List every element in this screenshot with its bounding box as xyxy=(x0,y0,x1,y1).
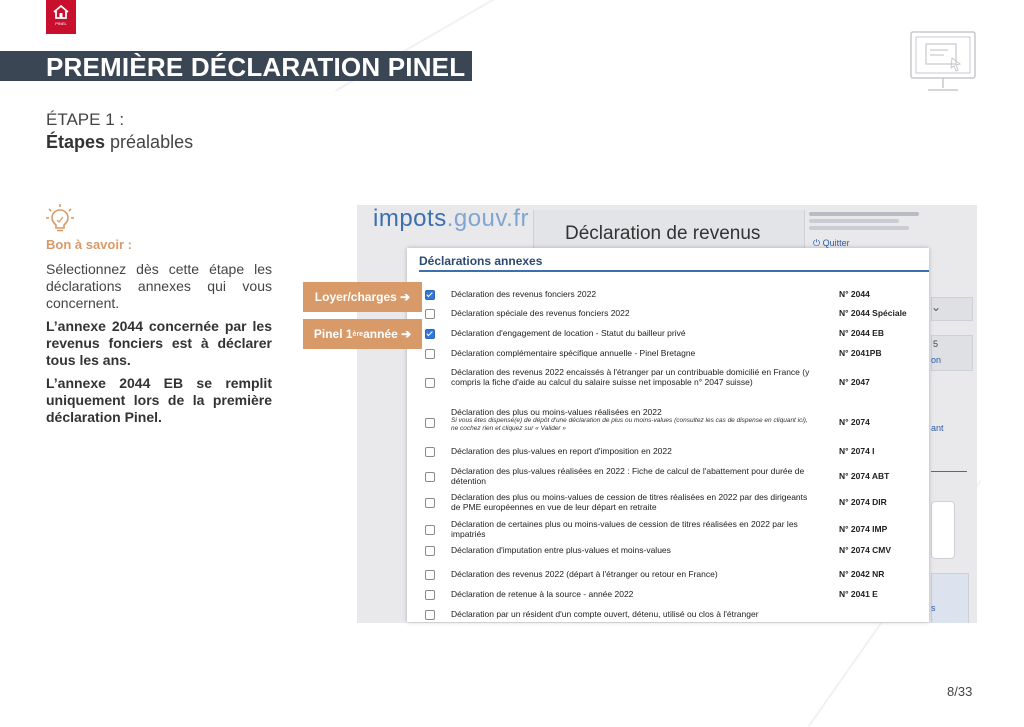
annexe-number: N° 2042 NR xyxy=(839,569,885,579)
annexe-label: Déclaration des plus ou moins-values de cession de titres réalisées en 2022 par des dirigeants de PME européennes en vue de leur départ en retraite xyxy=(451,492,808,512)
annexe-number: N° 2044 EB xyxy=(839,328,884,338)
bg-panel xyxy=(931,573,969,623)
annexe-label: Déclaration des plus-values en report d'imposition en 2022 xyxy=(451,446,672,456)
annexe-label: Déclaration de retenue à la source - année 2022 xyxy=(451,589,634,599)
annexe-checkbox[interactable] xyxy=(425,498,435,508)
annexe-number: N° 2044 xyxy=(839,289,870,299)
annexe-checkbox[interactable] xyxy=(425,349,435,359)
annexe-checkbox[interactable] xyxy=(425,472,435,482)
annexe-number: N° 2044 Spéciale xyxy=(839,308,907,318)
page-number: 8/33 xyxy=(947,684,973,699)
annexe-checkbox[interactable] xyxy=(425,610,435,620)
bg-fragment-link: ant xyxy=(931,423,944,433)
annexe-label: Déclaration des plus ou moins-values réalisées en 2022 xyxy=(451,407,662,417)
annexe-label: Déclaration des revenus 2022 (départ à l'étranger ou retour en France) xyxy=(451,569,718,579)
tip-paragraph: Sélectionnez dès cette étape les déclarations annexes qui vous concernent. xyxy=(46,261,272,311)
annexe-label: Déclaration complémentaire spécifique annuelle - Pinel Bretagne xyxy=(451,348,696,358)
tag-pinel-premiere-annee xyxy=(303,319,422,349)
bg-fragment-text: s xyxy=(931,603,936,613)
bg-panel xyxy=(931,501,955,559)
annexe-label: Déclaration de certaines plus ou moins-values de cession de titres réalisées en 2022 par les impatriés xyxy=(451,519,798,539)
tag-loyer-charges: Loyer/charges ➔ xyxy=(303,282,422,312)
annexe-label: Déclaration des revenus fonciers 2022 xyxy=(451,289,597,299)
annexes-dialog xyxy=(407,248,929,622)
annexe-checkbox[interactable] xyxy=(425,418,435,428)
annexe-number: N° 2074 I xyxy=(839,446,875,456)
annexe-checkbox[interactable] xyxy=(425,309,435,319)
annexe-label: Déclaration par un résident d'un compte ouvert, détenu, utilisé ou clos à l'étranger xyxy=(451,609,759,619)
page-title: PREMIÈRE DÉCLARATION PINEL xyxy=(46,52,466,82)
annexe-number: N° 2074 ABT xyxy=(839,471,890,481)
annexe-checkbox[interactable] xyxy=(425,290,435,300)
annexe-checkbox[interactable] xyxy=(425,447,435,457)
lightbulb-icon xyxy=(46,204,74,234)
impots-logo-main: impots xyxy=(373,205,447,232)
bg-rule xyxy=(931,471,967,472)
bg-fragment-text: on xyxy=(931,355,942,365)
chevron-down-icon: ⌄ xyxy=(931,300,942,314)
home-badge-label: PINEL xyxy=(55,21,67,26)
power-icon: ⏻ xyxy=(813,238,823,248)
user-info-blurred xyxy=(809,209,969,239)
monitor-form-icon xyxy=(908,30,978,98)
impots-logo xyxy=(373,205,529,233)
annexe-checkbox[interactable] xyxy=(425,378,435,388)
annexe-checkbox[interactable] xyxy=(425,329,435,339)
step-subtitle-bold: Étapes xyxy=(46,132,106,152)
home-icon xyxy=(52,4,70,20)
annexe-checkbox[interactable] xyxy=(425,570,435,580)
annexe-number: N° 2074 IMP xyxy=(839,524,888,534)
annexe-number: N° 2041PB xyxy=(839,348,882,358)
annexe-number: N° 2074 CMV xyxy=(839,545,892,555)
dialog-heading: Déclarations annexes xyxy=(419,254,543,268)
step-subtitle xyxy=(46,132,193,153)
annexe-number: N° 2041 E xyxy=(839,589,878,599)
annexe-checkbox[interactable] xyxy=(425,590,435,600)
tip-paragraph-2044eb: L’annexe 2044 EB se remplit uniquement lors de la première déclaration Pinel. xyxy=(46,375,272,425)
screenshot-page-title: Déclaration de revenus xyxy=(565,223,761,244)
tag-pinel-text: Pinel 1 xyxy=(313,327,353,341)
tip-heading: Bon à savoir : xyxy=(46,237,132,252)
annexe-checkbox[interactable] xyxy=(425,546,435,556)
annexe-number: N° 2074 DIR xyxy=(839,497,887,507)
impots-logo-rest: .gouv.fr xyxy=(446,205,529,232)
annexe-label: Déclaration des plus-values réalisées en 2022 : Fiche de calcul de l'abattement pour durée de détention xyxy=(451,466,805,486)
step-subtitle-rest: préalables xyxy=(105,132,194,152)
dialog-heading-rule xyxy=(419,270,929,272)
annexe-label: Déclaration d'engagement de location - Statut du bailleur privé xyxy=(451,328,686,338)
annexe-note[interactable]: Si vous êtes dispensé(e) de dépôt d'une déclaration de plus ou moins-values (consultez les cas de dispense en cliquant ici), ne cochez rien et cliquez sur « Valider » xyxy=(451,417,808,432)
annexe-number: N° 2047 xyxy=(839,377,870,387)
annexe-label: Déclaration des revenus 2022 encaissés à l'étranger par un contribuable domicilié en France (y compris la fiche d'aide au calcul du salaire suisse net imposable n° 2047 suisse) xyxy=(451,367,810,387)
annexe-checkbox[interactable] xyxy=(425,525,435,535)
bg-fragment-text: 5 xyxy=(933,339,939,349)
quitter-label: Quitter xyxy=(822,238,850,248)
annexe-label: Déclaration d'imputation entre plus-values et moins-values xyxy=(451,545,671,555)
annexe-number: N° 2074 xyxy=(839,417,870,427)
annexe-note-wrap xyxy=(451,417,811,433)
annexe-label: Déclaration spéciale des revenus fonciers 2022 xyxy=(451,308,630,318)
tip-paragraph-2044: L’annexe 2044 concernée par les revenus fonciers est à déclarer tous les ans. xyxy=(46,318,272,368)
tag-pinel-text-2: année ➔ xyxy=(363,327,412,341)
tag-pinel-sup: ère xyxy=(352,330,364,338)
home-badge[interactable] xyxy=(46,0,76,34)
step-label: ÉTAPE 1 : xyxy=(46,110,125,129)
